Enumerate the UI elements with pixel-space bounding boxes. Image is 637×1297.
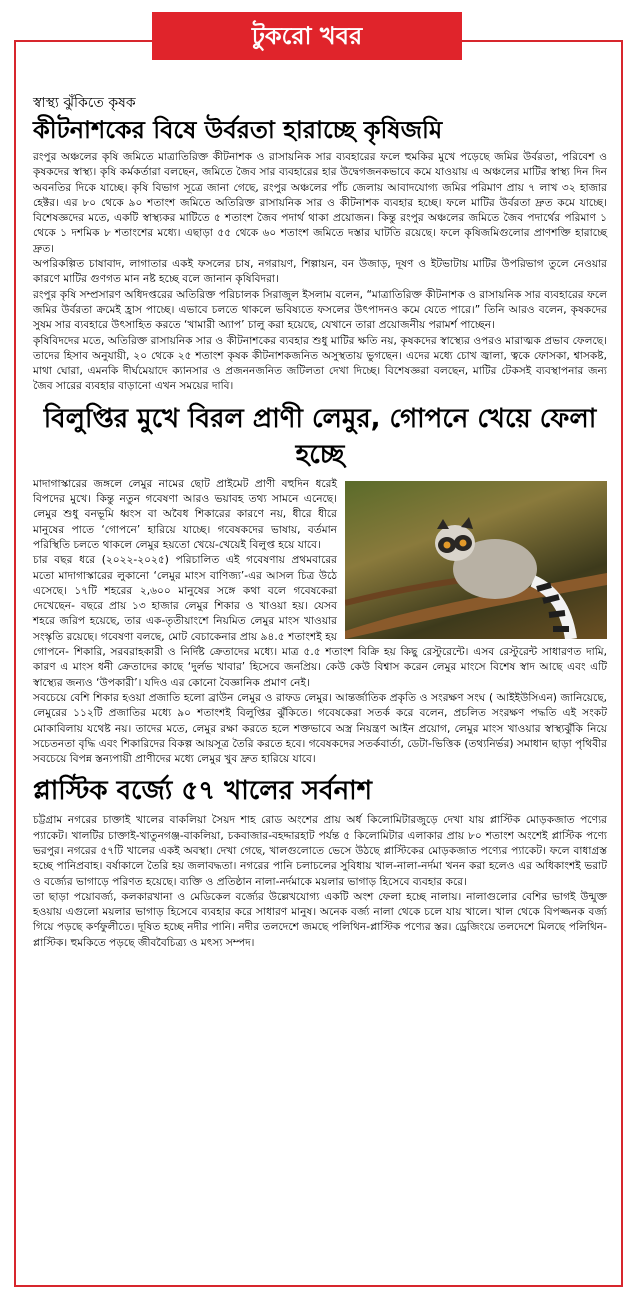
story-paragraph: রংপুর অঞ্চলের কৃষি জমিতে মাত্রাতিরিক্ত কীটনাশক ও রাসায়নিক সার ব্যবহারের ফলে হুমকির মুখে পড়েছে জমির উর্বরতা, পরিবেশ ও কৃষকদের স্বাস্থ্য। কৃষি কর্মকর্তারা বলছেন, জমিতে জৈব সার ব্যবহারের হার উদ্বেগজনকভাবে কমে যাওয়ায় এ অঞ্চলের মাটির স্বাস্থ্য দিন দিন অবনতির দিকে যাচ্ছে। কৃষি বিভাগ সূত্রে জানা গেছে, রংপুর অঞ্চলের পাঁচ জেলায় আবাদযোগ্য জমির পরিমাণ প্রায় ৭ লাখ ৩২ হাজার হেক্টর। এর ৮০ থেকে ৯০ শতাংশ জমিতে অতিরিক্ত রাসায়নিক সার ও কীটনাশক ব্যবহার হচ্ছে। ফলে মাটির উর্বরতা দ্রুত কমে যাচ্ছে। বিশেষজ্ঞদের মতে, একটি স্বাস্থ্যকর মাটিতে ৫ শতাংশ জৈব পদার্থ থাকা প্রয়োজন। কিন্তু রংপুর অঞ্চলের জমিতে জৈব পদার্থের পরিমাণ ১ থেকে ১ দশমিক ৮ শতাংশের মধ্যে। এছাড়া ৫৫ থেকে ৬০ শতাংশ জমিতে দস্তার ঘাটতি রয়েছে। ফলে কৃষিজমিগুলোর প্রাণশক্তি হারাচ্ছে দ্রুত। [33,151,607,255]
story-lemur [33,401,607,768]
lemur-illustration [345,481,607,639]
story-paragraph: অপরিকল্পিত চাষাবাদ, লাগাতার একই ফসলের চাষ, নগরায়ণ, শিল্পায়ন, বন উজাড়, দূষণ ও ইটভাটায় মাটির উপরিভাগ তুলে নেওয়ার কারণে মাটির গুণগত মান নষ্ট হচ্ছে বলে জানান কৃষিবিদরা। [33,258,607,286]
story-pesticide [33,94,607,395]
article-content [33,94,607,951]
story-plastic [33,773,607,951]
section-banner: টুকরো খবর [152,12,462,60]
story-headline: প্লাস্টিক বর্জ্যে ৫৭ খালের সর্বনাশ [33,776,373,807]
story-paragraph: কৃষিবিদদের মতে, অতিরিক্ত রাসায়নিক সার ও কীটনাশকের ব্যবহার শুধু মাটির ক্ষতি নয়, কৃষকদের স্বাস্থ্যের ওপরও মারাত্মক প্রভাব ফেলছে। তাদের হিসাব অনুযায়ী, ২০ থেকে ২৫ শতাংশ কৃষক কীটনাশকজনিত অসুস্থতায় ভুগছেন। এদের মধ্যে চোখ জ্বালা, ত্বকে ফোসকা, শ্বাসকষ্ট, মাথা ঘোরা, এমনকি দীর্ঘমেয়াদে ক্যানসার ও প্রজননজনিত জটিলতা দেখা দিচ্ছে। বিশেষজ্ঞরা বলছেন, মাটির টেকসই ব্যবস্থাপনার জন্য জৈব সারের ব্যবহার বাড়ানো এখন সময়ের দাবি। [33,334,607,393]
story-paragraph: রংপুর কৃষি সম্প্রসারণ অধিদপ্তরের অতিরিক্ত পরিচালক সিরাজুল ইসলাম বলেন, “মাত্রাতিরিক্ত কীটনাশক ও রাসায়নিক সার ব্যবহারের ফলে জমির উর্বরতা ক্রমেই হ্রাস পাচ্ছে। এভাবে চলতে থাকলে ভবিষ্যতে ফসলের উৎপাদনও কমে যেতে পারে।” তিনি আরও বলেন, কৃষকদের সুষম সার ব্যবহারে উৎসাহিত করতে ‘খামারী অ্যাপ’ চালু করা হয়েছে, যেখানে তারা প্রয়োজনীয় পরামর্শ পাচ্ছেন। [33,288,607,332]
story-paragraph: সবচেয়ে বেশি শিকার হওয়া প্রজাতি হলো ব্রাউন লেমুর ও রাফড লেমুর। আন্তর্জাতিক প্রকৃতি ও সংরক্ষণ সংঘ ( আইইউসিএন) জানিয়েছে, লেমুরের ১১২টি প্রজাতির মধ্যে ৯০ শতাংশই বিলুপ্তির ঝুঁকিতে। গবেষকেরা সতর্ক করে বলেন, প্রচলিত সংরক্ষণ পদ্ধতি এই সংকট মোকাবিলায় যথেষ্ট নয়। তাদের মতে, লেমুর রক্ষা করতে হলে শক্তভাবে অস্ত্র নিয়ন্ত্রণ আইন প্রয়োগ, লেমুর মাংস খাওয়ার স্বাস্থ্যঝুঁকি নিয়ে সচেতনতা বৃদ্ধি এবং শিকারিদের বিকল্প আয়সূত্র তৈরি করতে হবে। গবেষকদের সতর্কবার্তা, ডেটা-ভিত্তিক (তথ্যনির্ভর) সমাধান ছাড়া পৃথিবীর সবচেয়ে বিপন্ন স্তন্যপায়ী প্রাণীদের মধ্যে লেমুর খুব দ্রুত হারিয়ে যাবে। [33,691,607,766]
story-paragraph: তা ছাড়া পয়োবর্জ্য, কলকারখানা ও মেডিকেল বর্জ্যের উল্লেখযোগ্য একটি অংশ ফেলা হচ্ছে নালায়। নালাগুলোর বেশির ভাগই উন্মুক্ত হওয়ায় এগুলো ময়লার ভাগাড় হিসেবে ব্যবহার করে সাধারণ মানুষ। অনেক বর্জ্য নালা থেকে চলে যায় খালে। খাল থেকে বিপজ্জনক বর্জ্য গিয়ে পড়ছে কর্ণফুলীতে। দূষিত হচ্ছে নদীর পানি। নদীর তলদেশে জমছে পলিথিন-প্লাস্টিক পণ্যের স্তর। ড্রেজিংয়ে তলদেশে মিলছে পলিথিন-প্লাস্টিক। হুমকিতে পড়ছে জীববৈচিত্র্য ও মৎস্য সম্পদ। [33,890,607,949]
story-paragraph: চট্টগ্রাম নগরের চাক্তাই খালের বাকলিয়া সৈয়দ শাহ রোড অংশের প্রায় অর্ধ কিলোমিটারজুড়ে দেখা যায় প্লাস্টিক মোড়কজাত পণ্যের প্যাকেট। খালটির চাক্তাই-খাতুনগঞ্জ-বাকলিয়া, চকবাজার-বহদ্দারহাট পর্যন্ত ৫ কিলোমিটার এলাকার প্রায় ৮০ শতাংশ অংশেই প্লাস্টিক পণ্যে ভরপুর। নগরের ৫৭টি খালের একই অবস্থা। দেখা গেছে, খালগুলোতে ভেসে উঠছে প্লাস্টিকের মোড়কজাত পণ্যের প্যাকেট। ফলে বাধাগ্রস্ত হচ্ছে পানিপ্রবাহ। বর্ষাকালে তৈরি হয় জলাবদ্ধতা। নগরের পানি চলাচলের সুবিধায় খাল-নালা-নর্দমা খনন করা হলেও এর অধিকাংশই ভরাট ও বর্জ্যের ভাগাড়ে পরিণত হয়েছে। ব্যক্তি ও প্রতিষ্ঠান নালা-নর্দমাকে ময়লার ভাগাড় হিসেবে ব্যবহার করে। [33,814,607,888]
story-paragraph: মাদাগাস্কারের জঙ্গলে লেমুর নামের ছোট প্রাইমেট প্রাণী বহুদিন ধরেই বিপদের মুখে। কিন্তু নতুন গবেষণা আরও ভয়াবহ তথ্য সামনে এনেছে। লেমুর শুধু বনভূমি ধ্বংস বা অবৈধ শিকারের কারণে নয়, ধীরে ধীরে মানুষের পাতে ‘গোপনে’ হারিয়ে যাচ্ছে। গবেষকদের ভাষায়, বর্তমান পরিস্থিতি চলতে থাকলে লেমুর হয়তো খেয়ে-খেয়েই বিলুপ্ত হয়ে যাবে। [33,477,337,551]
story-headline: কীটনাশকের বিষে উর্বরতা হারাচ্ছে কৃষিজমি [33,116,443,144]
story-paragraph: চার বছর ধরে (২০২২-২০২৫) পরিচালিত এই গবেষণায় প্রথমবারের মতো মাদাগাস্কারের লুকানো ‘লেমুর মাংস বাণিজ্য’-এর আসল চিত্র উঠে এসেছে। ১৭টি শহরের ২,৬০০ মানুষের সঙ্গে কথা বলে গবেষকেরা দেখেছেন- বছরে প্রায় ১৩ হাজার লেমুর শিকার ও খাওয়া হয়। যেসব শহরে জরিপ হয়েছে, তার এক-তৃতীয়াংশে নিয়মিত লেমুর মাংস খাওয়ার সংস্কৃতি রয়েছে। গবেষণা বলছে, মোট বেচাকেনার প্রায় ৯৪.৫ শতাংশই হয় গোপনে- শিকারি, সরবরাহকারী ও নির্দিষ্ট ক্রেতাদের মধ্যে। মাত্র ৫.৫ শতাংশ বিক্রি হয় কিছু রেস্টুরেন্টে। এসব রেস্টুরেন্ট সাধারণত দামি, কারণ এ মাংস ধনী ক্রেতাদের কাছে ‘দুর্লভ খাবার’ হিসেবে জনপ্রিয়। কেউ কেউ বিশ্বাস করেন লেমুর মাংসে বিশেষ স্বাদ আছে এবং এটি স্বাস্থ্যের জন্যও ‘উপকারী’। যদিও এর কোনো বৈজ্ঞানিক প্রমাণ নেই। [33,554,607,689]
story-kicker: স্বাস্থ্য ঝুঁকিতে কৃষক [33,95,136,111]
story-headline: বিলুপ্তির মুখে বিরল প্রাণী লেমুর, গোপনে খেয়ে ফেলা হচ্ছে [43,403,597,470]
lemur-photo [345,481,607,639]
